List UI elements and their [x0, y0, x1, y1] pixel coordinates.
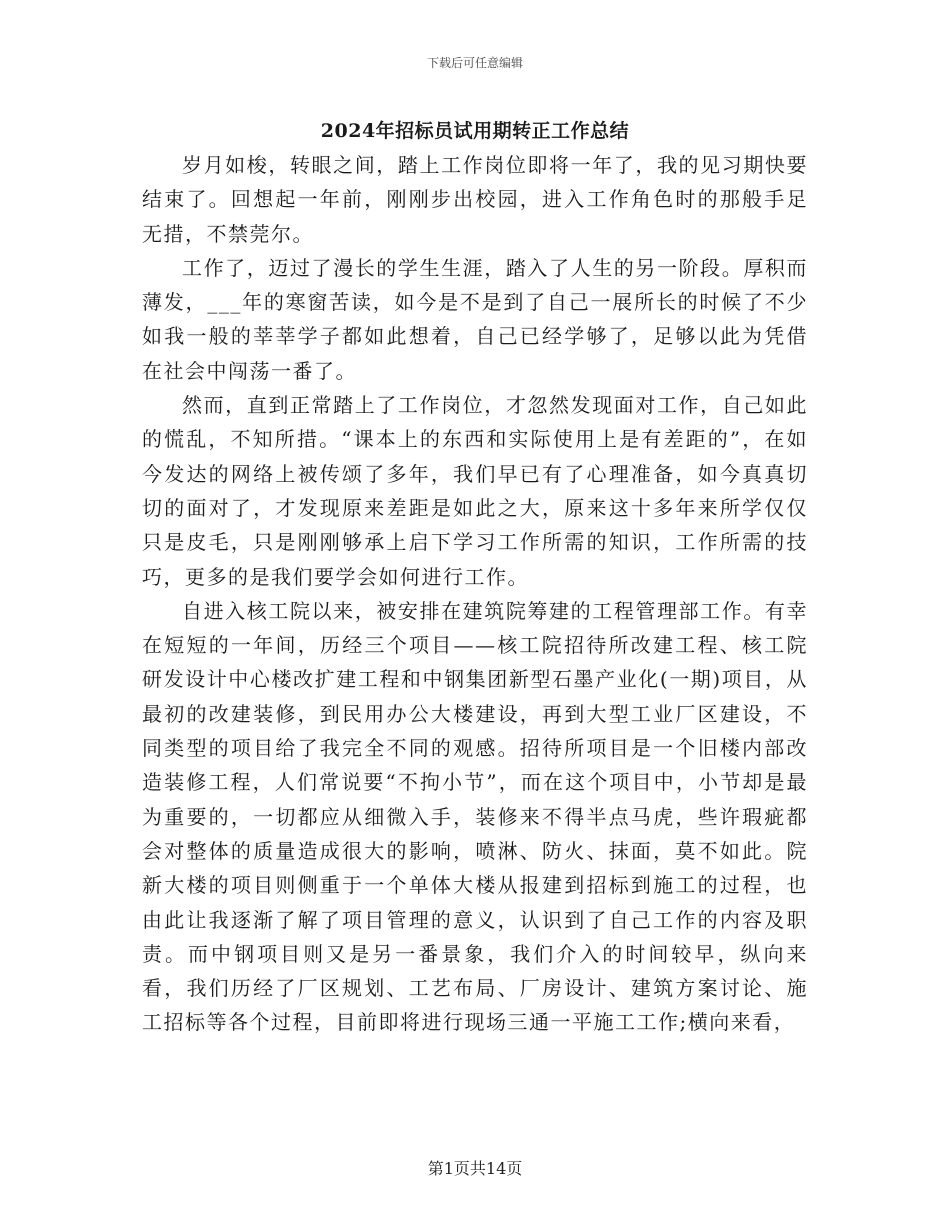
paragraph: 岁月如梭，转眼之间，踏上工作岗位即将一年了，我的见习期快要结束了。回想起一年前，刚刚步出校园，进入工作角色时的那般手足无措，不禁莞尔。: [142, 153, 808, 246]
page-number: 第1页共14页: [427, 1159, 523, 1178]
paragraph: 工作了，迈过了漫长的学生生涯，踏入了人生的另一阶段。厚积而薄发，___年的寒窗苦读，如今是不是到了自己一展所长的时候了不少如我一般的莘莘学子都如此想着，自己已经学够了，足够以此为凭借在社会中闯荡一番了。: [142, 255, 808, 383]
document-body: [142, 148, 808, 1040]
document-title: 2024年招标员试用期转正工作总结: [320, 120, 630, 142]
paragraph: 然而，直到正常踏上了工作岗位，才忽然发现面对工作，自己如此的慌乱，不知所措。“课本上的东西和实际使用上是有差距的”，在如今发达的网络上被传颂了多年，我们早已有了心理准备，如今真真切切的面对了，才发现原来差距是如此之大，原来这十多年来所学仅仅只是皮毛，只是刚刚够承上启下学习工作所需的知识，工作所需的技巧，更多的是我们要学会如何进行工作。: [142, 393, 808, 589]
page-header: 下载后可任意编辑: [426, 56, 523, 70]
paragraph: 自进入核工院以来，被安排在建筑院筹建的工程管理部工作。有幸在短短的一年间，历经三个项目——核工院招待所改建工程、核工院研发设计中心楼改扩建工程和中钢集团新型石墨产业化(一期)项目，从最初的改建装修，到民用办公大楼建设，再到大型工业厂区建设，不同类型的项目给了我完全不同的观感。招待所项目是一个旧楼内部改造装修工程，人们常说要“不拘小节”，而在这个项目中，小节却是最为重要的，一切都应从细微入手，装修来不得半点马虎，些许瑕疵都会对整体的质量造成很大的影响，喷淋、防火、抹面，莫不如此。院新大楼的项目则侧重于一个单体大楼从报建到招标到施工的过程，也由此让我逐渐了解了项目管理的意义，认识到了自己工作的内容及职责。而中钢项目则又是另一番景象，我们介入的时间较早，纵向来看，我们历经了厂区规划、工艺布局、厂房设计、建筑方案讨论、施工招标等各个过程，目前即将进行现场三通一平施工工作;横向来看，: [142, 598, 808, 1035]
